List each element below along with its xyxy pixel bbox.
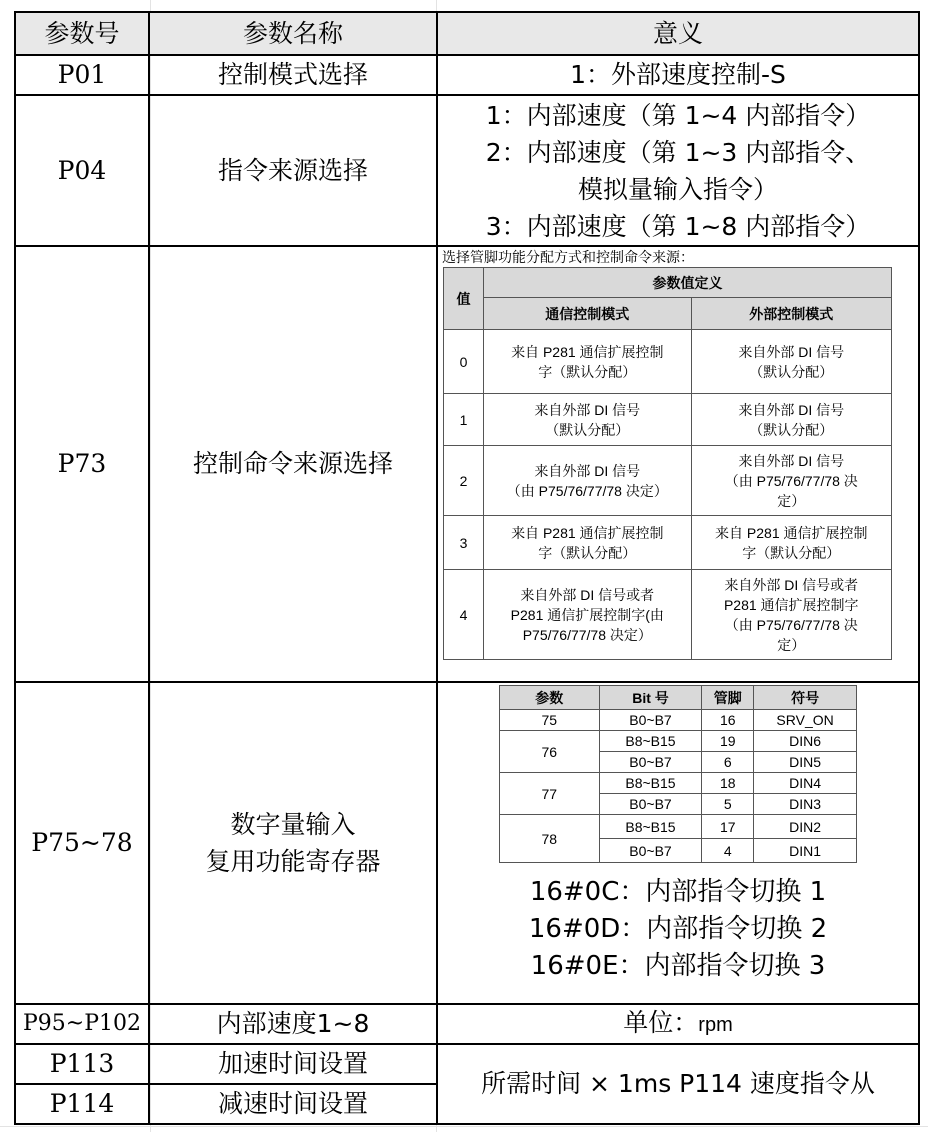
cell-line: 来自 P281 通信扩展控制 (511, 343, 664, 360)
comm-cell (484, 394, 691, 446)
cell-line: 来自 P281 通信扩展控制 (511, 524, 664, 541)
header-param-no: 参数号 (15, 12, 149, 55)
value-cell: 4 (444, 570, 484, 660)
param-name: 加速时间设置 (149, 1044, 437, 1084)
header-meaning: 意义 (437, 12, 919, 55)
col-comm-header: 通信控制模式 (484, 298, 691, 330)
comm-cell (484, 570, 691, 660)
sub-table-row (500, 710, 857, 731)
sub-table-row (444, 330, 892, 394)
code-line: 16#0D：内部指令切换 2 (528, 914, 828, 944)
code-line: 16#0E：内部指令切换 3 (530, 951, 826, 981)
grid-line (0, 1126, 928, 1127)
pin-cell: 18 (702, 773, 754, 794)
table-row (15, 95, 919, 246)
cell-line: 来自外部 DI 信号 (738, 401, 845, 418)
cell-line: 来自外部 DI 信号或者 (520, 586, 655, 603)
bit-cell: B0~B7 (599, 710, 702, 731)
cell-line: （由 P75/76/77/78 决 (724, 616, 858, 633)
value-cell: 3 (444, 516, 484, 570)
ext-cell (691, 330, 891, 394)
param-name: 减速时间设置 (149, 1084, 437, 1124)
bit-cell: B0~B7 (599, 752, 702, 773)
command-source-table (443, 267, 892, 660)
cell-line: P281 通信扩展控制字(由 (510, 606, 664, 623)
value-cell: 2 (444, 446, 484, 516)
comm-cell (484, 446, 691, 516)
cell-line: 定） (777, 636, 806, 653)
param-meaning (437, 682, 919, 1004)
bit-cell: B0~B7 (599, 839, 702, 863)
param-meaning (437, 95, 919, 246)
ext-cell (691, 570, 891, 660)
sub-table-row (444, 446, 892, 516)
param-no: P113 (15, 1044, 149, 1084)
param-name (149, 682, 437, 1004)
param-cell: 75 (500, 710, 600, 731)
value-cell: 1 (444, 394, 484, 446)
col-symbol-header: 符号 (754, 686, 857, 710)
cell-line: 来自外部 DI 信号 (534, 401, 641, 418)
sub-header-row (444, 298, 892, 330)
ext-cell (691, 516, 891, 570)
ext-cell (691, 394, 891, 446)
table-row (15, 55, 919, 95)
name-line: 数字量输入 (230, 810, 356, 839)
table-row (15, 1004, 919, 1044)
name-line: 复用功能寄存器 (205, 847, 381, 876)
cell-line: 字（默认分配） (538, 544, 637, 561)
pin-cell: 16 (702, 710, 754, 731)
param-name: 控制命令来源选择 (149, 246, 437, 682)
col-value-header: 值 (444, 268, 484, 330)
switch-codes (438, 863, 918, 985)
bit-cell: B8~B15 (599, 773, 702, 794)
cell-line: 来自外部 DI 信号 (738, 452, 845, 469)
table-row (15, 682, 919, 1004)
param-meaning (437, 1004, 919, 1044)
unit-label: 单位： (623, 1008, 699, 1037)
param-no: P04 (15, 95, 149, 246)
param-no: P114 (15, 1084, 149, 1124)
cell-line: 来自外部 DI 信号 (738, 343, 845, 360)
symbol-cell: DIN3 (754, 794, 857, 815)
param-name: 指令来源选择 (149, 95, 437, 246)
param-name: 内部速度1~8 (149, 1004, 437, 1044)
header-param-name: 参数名称 (149, 12, 437, 55)
param-cell: 78 (500, 815, 600, 863)
cell-line: （默认分配） (749, 363, 834, 380)
param-cell: 77 (500, 773, 600, 815)
sub-table-row (500, 773, 857, 794)
meaning-line: 模拟量输入指令） (577, 174, 778, 204)
meaning-line: 1：内部速度（第 1~4 内部指令） (485, 100, 871, 130)
unit-value: rpm (698, 1014, 733, 1036)
comm-cell (484, 516, 691, 570)
meaning-line: 2：内部速度（第 1~3 内部指令、 (485, 137, 871, 167)
header-row (15, 12, 919, 55)
code-line: 16#0C：内部指令切换 1 (529, 877, 827, 907)
cell-line: 字（默认分配） (538, 363, 637, 380)
cell-line: （由 P75/76/77/78 决定） (506, 482, 668, 499)
cell-line: P281 通信扩展控制字 (723, 596, 859, 613)
cell-line: P75/76/77/78 决定） (522, 626, 652, 643)
cell-line: （由 P75/76/77/78 决 (724, 472, 858, 489)
table-row (15, 246, 919, 682)
param-no: P01 (15, 55, 149, 95)
cell-line: （默认分配） (749, 421, 834, 438)
param-no: P75~78 (15, 682, 149, 1004)
col-definition-header: 参数值定义 (484, 268, 892, 298)
pin-cell: 6 (702, 752, 754, 773)
param-meaning (437, 246, 919, 682)
cell-line: 字（默认分配） (742, 544, 841, 561)
symbol-cell: DIN2 (754, 815, 857, 839)
sub-table-row (500, 731, 857, 752)
meaning-line: 3：内部速度（第 1~8 内部指令） (485, 211, 871, 241)
symbol-cell: DIN6 (754, 731, 857, 752)
ext-cell (691, 446, 891, 516)
col-ext-header: 外部控制模式 (691, 298, 891, 330)
cell-line: 来自外部 DI 信号 (534, 462, 641, 479)
param-no: P95~P102 (15, 1004, 149, 1044)
cell-line: 来自 P281 通信扩展控制 (715, 524, 868, 541)
pin-cell: 4 (702, 839, 754, 863)
sub-table-row (500, 815, 857, 839)
bit-cell: B8~B15 (599, 731, 702, 752)
symbol-cell: DIN1 (754, 839, 857, 863)
param-no: P73 (15, 246, 149, 682)
pin-cell: 5 (702, 794, 754, 815)
sub-table-row (444, 394, 892, 446)
bit-cell: B8~B15 (599, 815, 702, 839)
bit-mapping-table (499, 685, 857, 863)
comm-cell (484, 330, 691, 394)
param-meaning: 1：外部速度控制-S (437, 55, 919, 95)
param-cell: 76 (500, 731, 600, 773)
bit-cell: B0~B7 (599, 794, 702, 815)
col-bit-header: Bit 号 (599, 686, 702, 710)
cell-line: 定） (777, 492, 806, 509)
value-cell: 0 (444, 330, 484, 394)
param-meaning: 所需时间 × 1ms P114 速度指令从 (437, 1044, 919, 1124)
sub-header-row (500, 686, 857, 710)
pin-cell: 17 (702, 815, 754, 839)
sub-header-row (444, 268, 892, 298)
parameter-table (14, 11, 920, 1125)
param-name: 控制模式选择 (149, 55, 437, 95)
symbol-cell: SRV_ON (754, 710, 857, 731)
col-pin-header: 管脚 (702, 686, 754, 710)
col-param-header: 参数 (500, 686, 600, 710)
command-source-intro: 选择管脚功能分配方式和控制命令来源： (442, 250, 694, 266)
symbol-cell: DIN4 (754, 773, 857, 794)
cell-line: （默认分配） (545, 421, 630, 438)
sub-table-row (444, 570, 892, 660)
table-row (15, 1044, 919, 1084)
cell-line: 来自外部 DI 信号或者 (724, 576, 859, 593)
symbol-cell: DIN5 (754, 752, 857, 773)
pin-cell: 19 (702, 731, 754, 752)
sub-table-row (444, 516, 892, 570)
